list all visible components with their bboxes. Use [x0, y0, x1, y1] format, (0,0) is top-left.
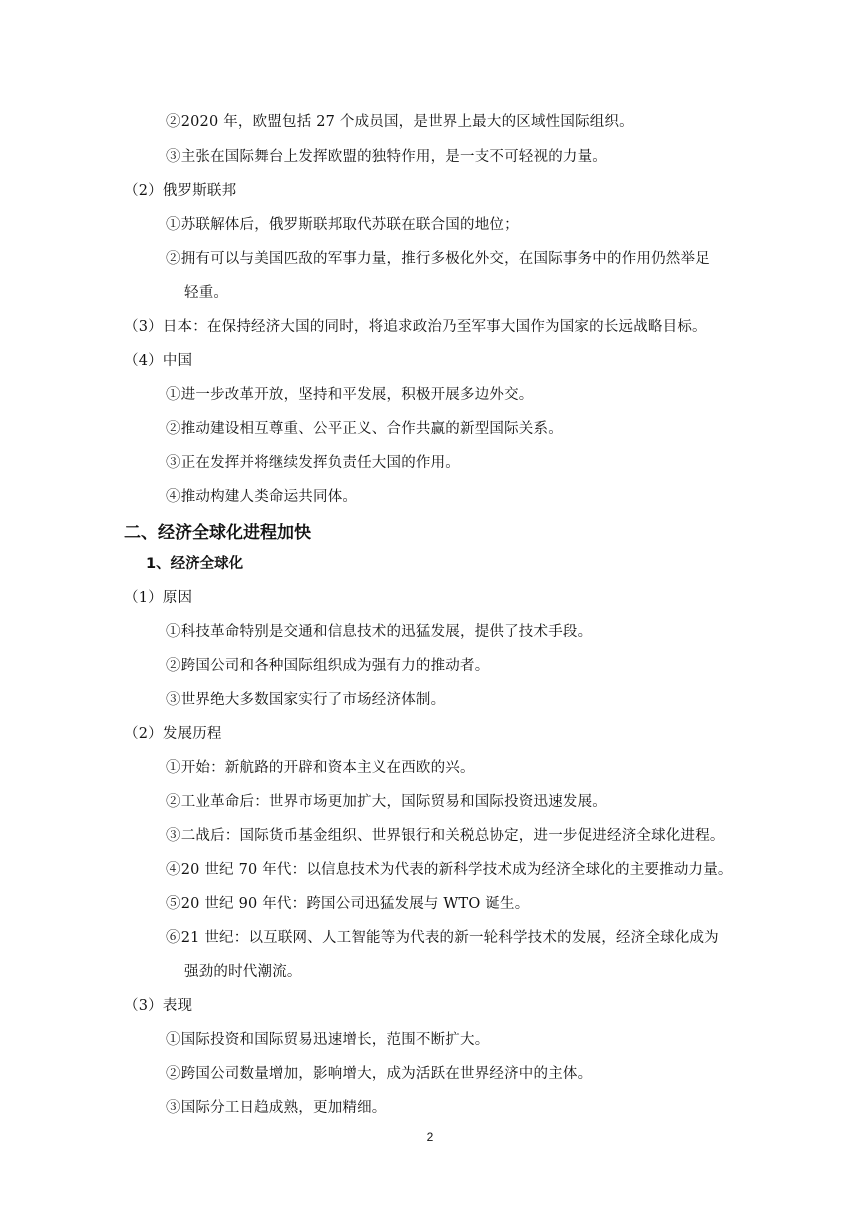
history-point-4: ④20 世纪 70 年代：以信息技术为代表的新科学技术成为经济全球化的主要推动力量。: [166, 862, 733, 878]
subsection-heading: 1、经济全球化: [146, 556, 244, 572]
performance-heading: （3）表现: [124, 998, 193, 1014]
section-heading: 二、经济全球化进程加快: [124, 523, 311, 543]
cause-heading: （1）原因: [124, 590, 193, 606]
eu-point-2: ②2020 年，欧盟包括 27 个成员国，是世界上最大的区域性国际组织。: [166, 114, 634, 130]
performance-point-2: ②跨国公司数量增加，影响增大，成为活跃在世界经济中的主体。: [166, 1066, 593, 1082]
russia-point-2-continued: 轻重。: [184, 285, 229, 301]
cause-point-1: ①科技革命特别是交通和信息技术的迅猛发展，提供了技术手段。: [166, 624, 593, 640]
japan-line: （3）日本：在保持经济大国的同时，将追求政治乃至军事大国作为国家的长远战略目标。: [124, 319, 707, 335]
russia-heading: （2）俄罗斯联邦: [124, 183, 237, 199]
history-point-6: ⑥21 世纪：以互联网、人工智能等为代表的新一轮科学技术的发展，经济全球化成为: [166, 930, 719, 946]
performance-point-3: ③国际分工日趋成熟，更加精细。: [166, 1100, 387, 1116]
history-point-1: ①开始：新航路的开辟和资本主义在西欧的兴。: [166, 760, 475, 776]
page-number: 2: [426, 1130, 434, 1144]
china-point-3: ③正在发挥并将继续发挥负责任大国的作用。: [166, 455, 460, 471]
history-point-6-continued: 强劲的时代潮流。: [184, 964, 302, 980]
history-point-3: ③二战后：国际货币基金组织、世界银行和关税总协定，进一步促进经济全球化进程。: [166, 828, 725, 844]
performance-point-1: ①国际投资和国际贸易迅速增长，范围不断扩大。: [166, 1032, 490, 1048]
china-point-2: ②推动建设相互尊重、公平正义、合作共赢的新型国际关系。: [166, 421, 563, 437]
china-point-4: ④推动构建人类命运共同体。: [166, 489, 358, 505]
russia-point-2: ②拥有可以与美国匹敌的军事力量，推行多极化外交，在国际事务中的作用仍然举足: [166, 251, 710, 267]
cause-point-2: ②跨国公司和各种国际组织成为强有力的推动者。: [166, 658, 490, 674]
history-point-2: ②工业革命后：世界市场更加扩大，国际贸易和国际投资迅速发展。: [166, 794, 607, 810]
history-heading: （2）发展历程: [124, 726, 222, 742]
cause-point-3: ③世界绝大多数国家实行了市场经济体制。: [166, 692, 446, 708]
history-point-5: ⑤20 世纪 90 年代：跨国公司迅猛发展与 WTO 诞生。: [166, 896, 530, 912]
russia-point-1: ①苏联解体后，俄罗斯联邦取代苏联在联合国的地位；: [166, 217, 519, 233]
eu-point-3: ③主张在国际舞台上发挥欧盟的独特作用，是一支不可轻视的力量。: [166, 149, 607, 165]
china-point-1: ①进一步改革开放，坚持和平发展，积极开展多边外交。: [166, 387, 534, 403]
china-heading: （4）中国: [124, 353, 193, 369]
